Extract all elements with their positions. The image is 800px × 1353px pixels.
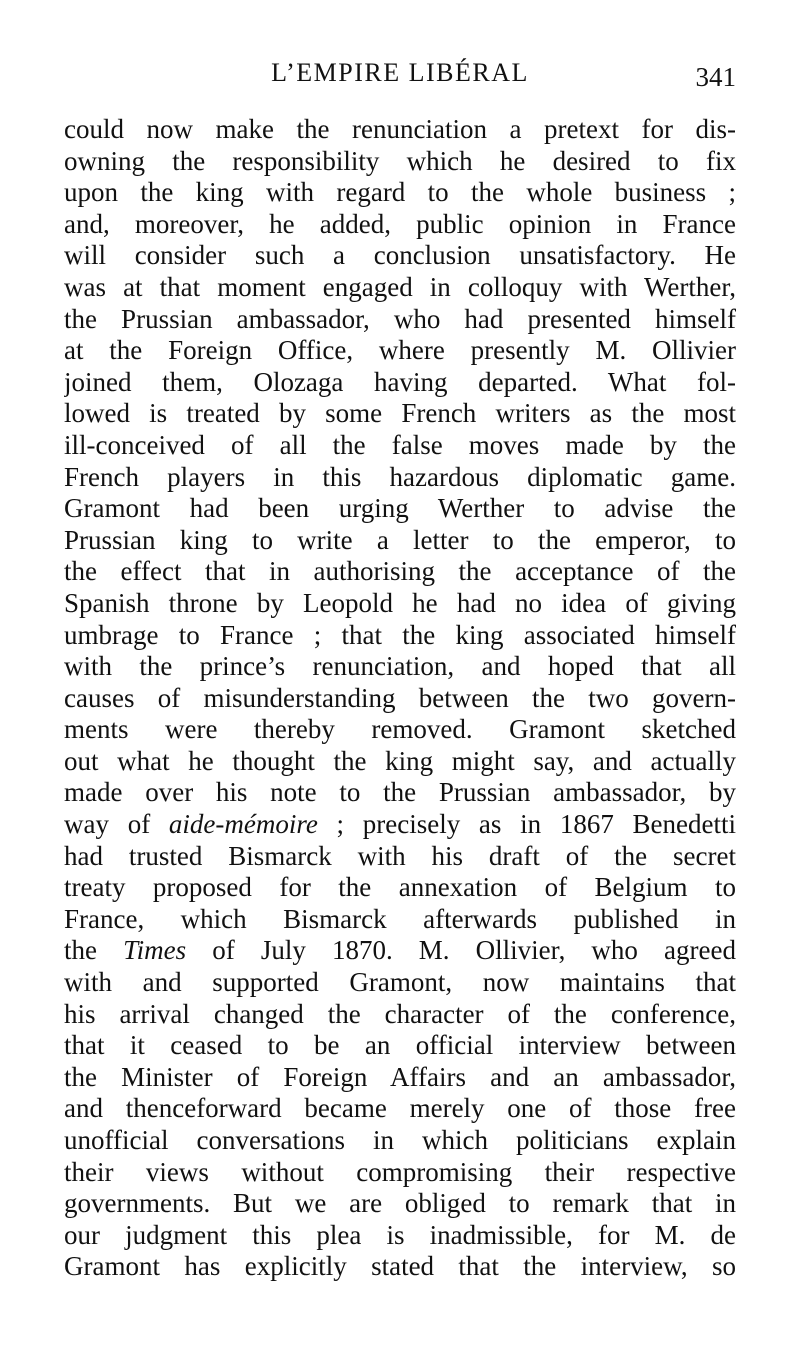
- text-line: [64, 714, 736, 746]
- text-line: [64, 1125, 736, 1157]
- line-text: made over his note to the Prussian ambassador, by: [64, 777, 736, 808]
- text-line: [64, 588, 736, 620]
- text-line: [64, 809, 736, 841]
- line-text: their views without compromising their respective: [64, 1156, 736, 1187]
- text-line: [64, 304, 736, 336]
- line-text: his arrival changed the character of the conference,: [64, 998, 736, 1029]
- line-text: will consider such a conclusion unsatisfactory. He: [64, 240, 736, 271]
- text-line: [64, 872, 736, 904]
- text-line: [64, 746, 736, 778]
- line-text: with the prince’s renunciation, and hoped that all: [64, 651, 736, 682]
- line-text: owning the responsibility which he desired to fix: [64, 145, 736, 176]
- text-line: [64, 272, 736, 304]
- text-line: [64, 1030, 736, 1062]
- text-line: [64, 430, 736, 462]
- page-number: 341: [695, 62, 736, 92]
- line-text: and, moreover, he added, public opinion in France: [64, 208, 736, 239]
- body-text: [64, 114, 736, 1283]
- text-line: [64, 493, 736, 525]
- line-text: way of: [64, 809, 169, 840]
- line-text: ill-conceived of all the false moves made by the: [64, 429, 736, 460]
- line-text: upon the king with regard to the whole business ;: [64, 177, 736, 208]
- line-text: the Prussian ambassador, who had presented himself: [64, 303, 736, 334]
- text-line: [64, 398, 736, 430]
- italic-text: aide-mémoire: [168, 809, 318, 840]
- running-title: L’EMPIRE LIBÉRAL: [271, 58, 529, 87]
- line-text: the Minister of Foreign Affairs and an ambassador,: [64, 1061, 736, 1092]
- line-text: Gramont has explicitly stated that the interview, so: [64, 1251, 736, 1282]
- text-line: [64, 146, 736, 178]
- text-line: [64, 935, 736, 967]
- line-text: and thenceforward became merely one of those free: [64, 1093, 736, 1124]
- text-line: [64, 1062, 736, 1094]
- line-text: France, which Bismarck afterwards published in: [64, 903, 736, 934]
- text-line: [64, 999, 736, 1031]
- line-text: our judgment this plea is inadmissible, for M. de: [64, 1219, 736, 1250]
- line-text: of July 1870. M. Ollivier, who agreed: [186, 935, 736, 966]
- line-text: Spanish throne by Leopold he had no idea of giving: [64, 587, 736, 618]
- text-line: [64, 1093, 736, 1125]
- text-line: [64, 1188, 736, 1220]
- line-text: joined them, Olozaga having departed. What fol-: [64, 366, 736, 397]
- text-line: [64, 651, 736, 683]
- text-line: [64, 904, 736, 936]
- line-text: causes of misunderstanding between the two govern-: [64, 682, 736, 713]
- line-text: governments. But we are obliged to remark that in: [64, 1188, 736, 1219]
- text-line: [64, 683, 736, 715]
- line-text: with and supported Gramont, now maintains that: [64, 967, 736, 998]
- text-line: [64, 209, 736, 241]
- line-text: treaty proposed for the annexation of Belgium to: [64, 872, 736, 903]
- text-line: [64, 1220, 736, 1252]
- line-text: had trusted Bismarck with his draft of the secret: [64, 840, 736, 871]
- line-text: Gramont had been urging Werther to advise the: [64, 493, 736, 524]
- line-text: could now make the renunciation a pretext for dis-: [64, 114, 736, 144]
- line-text: unofficial conversations in which politicians explain: [64, 1125, 736, 1155]
- text-line: [64, 177, 736, 209]
- text-line: [64, 841, 736, 873]
- text-line: [64, 620, 736, 652]
- line-text: ; precisely as in 1867 Benedetti: [317, 809, 736, 840]
- line-text: was at that moment engaged in colloquy with Werther,: [64, 271, 736, 302]
- line-text: ments were thereby removed. Gramont sketched: [64, 714, 736, 745]
- text-line: [64, 525, 736, 557]
- line-text: at the Foreign Office, where presently M. Ollivier: [64, 335, 736, 366]
- text-line: [64, 777, 736, 809]
- line-text: that it ceased to be an official interview between: [64, 1030, 736, 1061]
- text-line: [64, 114, 736, 146]
- text-line: [64, 556, 736, 588]
- text-line: [64, 1157, 736, 1189]
- running-head: [64, 58, 736, 98]
- text-line: [64, 462, 736, 494]
- text-line: [64, 335, 736, 367]
- text-line: [64, 240, 736, 272]
- line-text: lowed is treated by some French writers as the most: [64, 398, 736, 429]
- italic-text: Times: [123, 935, 187, 966]
- line-text: out what he thought the king might say, and actually: [64, 745, 736, 776]
- text-line: [64, 367, 736, 399]
- line-text: Prussian king to write a letter to the emperor, to: [64, 524, 736, 555]
- text-line: [64, 967, 736, 999]
- line-text: French players in this hazardous diplomatic game.: [64, 461, 736, 492]
- line-text: the: [64, 935, 124, 966]
- line-text: umbrage to France ; that the king associated himself: [64, 619, 736, 650]
- line-text: the effect that in authorising the acceptance of the: [64, 556, 736, 587]
- text-line: [64, 1251, 736, 1283]
